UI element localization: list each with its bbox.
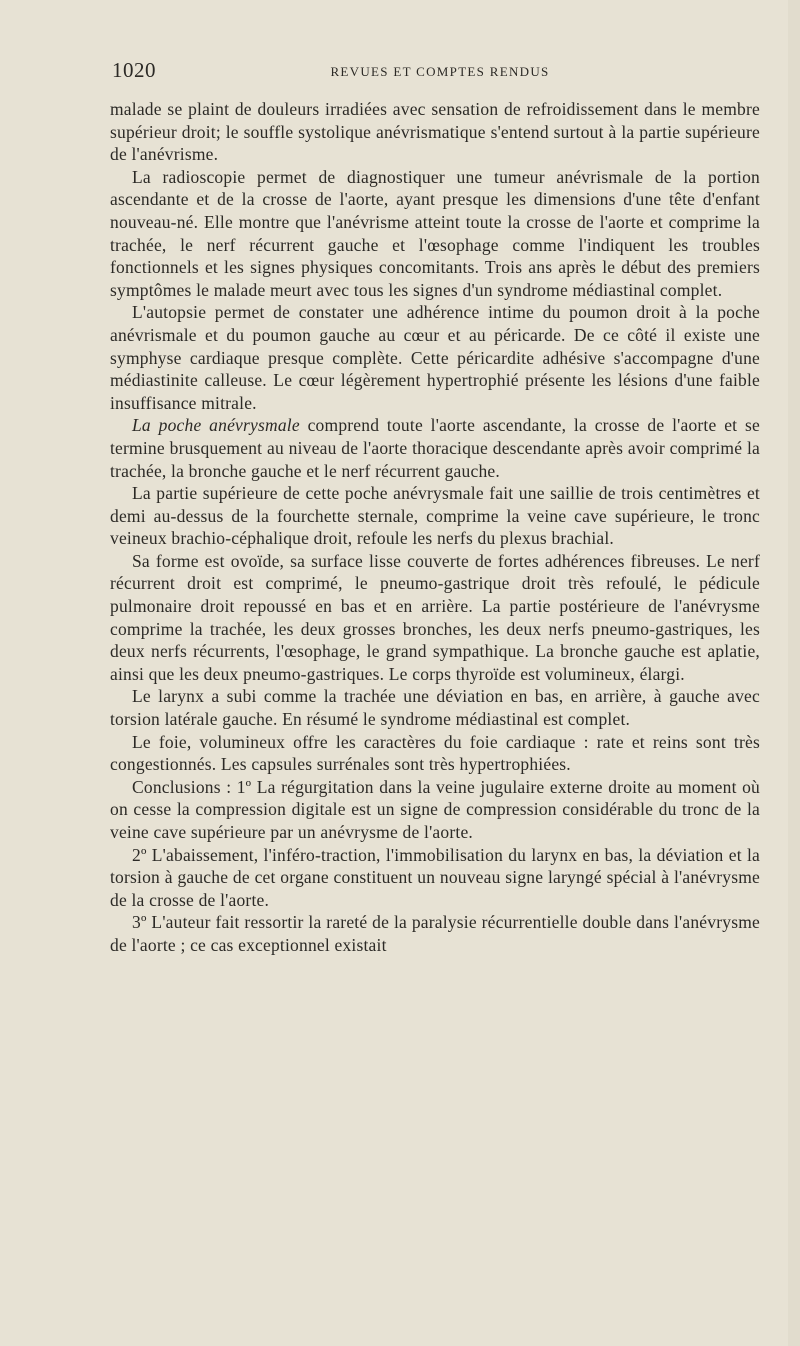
paragraph: Sa forme est ovoïde, sa surface lisse couverte de fortes adhérences fibreuses. Le nerf récurrent droit est comprimé, le pneumo-gastrique droit très refoulé, le pédicule pulmonaire droit repoussé en bas et en arrière. La partie postérieure de l'anévrysme comprime la trachée, les deux grosses bronches, les deux nerfs pneumo-gastriques, les deux nerfs récurrents, l'œsophage, le grand sympathique. La bronche gauche est aplatie, ainsi que les deux pneumo-gastriques. Le corps thyroïde est volumineux, élargi. xyxy=(110,550,760,684)
paragraph: Conclusions : 1º La régurgitation dans la veine jugulaire externe droite au moment où on cesse la compression digitale est un signe de compression considérable du tronc de la veine cave supérieure par un anévrysme de l'aorte. xyxy=(110,776,760,842)
paragraph: L'autopsie permet de constater une adhérence intime du poumon droit à la poche anévrismale et du poumon gauche au cœur et au péricarde. De ce côté il existe une symphyse cardiaque presque complète. Cette péricardite adhésive s'accompagne d'une médiastinite calleuse. Le cœur légèrement hypertrophié présente les lésions d'une faible insuffisance mitrale. xyxy=(110,302,760,413)
paragraph: Le foie, volumineux offre les caractères du foie cardiaque : rate et reins sont très congestionnés. Les capsules surrénales sont très hypertrophiées. xyxy=(110,731,760,775)
page-header xyxy=(110,58,760,90)
paragraph: 3º L'auteur fait ressortir la rareté de la paralysie récurrentielle double dans l'anévrysme de l'aorte ; ce cas exceptionnel existait xyxy=(110,912,760,955)
paragraph xyxy=(110,414,760,482)
page-edge xyxy=(788,0,800,1346)
paragraph: Le larynx a subi comme la trachée une déviation en bas, en arrière, à gauche avec torsion latérale gauche. En résumé le syndrome médiastinal est complet. xyxy=(110,686,760,730)
page-number: 1020 xyxy=(112,58,156,82)
paragraph: La radioscopie permet de diagnostiquer une tumeur anévrismale de la portion ascendante et de la crosse de l'aorte, ayant presque les dimensions d'une tête d'enfant nouveau-né. Elle montre que l'anévrisme atteint toute la crosse de l'aorte et comprime la trachée, le nerf récurrent gauche et l'œsophage comme l'indiquent les troubles fonctionnels et les signes physiques concomitants. Trois ans après le début des premiers symptômes le malade meurt avec tous les signes d'un syndrome médiastinal complet. xyxy=(110,166,760,300)
paragraph: La partie supérieure de cette poche anévrysmale fait une saillie de trois centimètres et demi au-dessus de la fourchette sternale, comprime la veine cave supérieure, le tronc veineux brachio-céphalique droit, refoule les nerfs du plexus brachial. xyxy=(110,483,760,549)
running-title: REVUES ET COMPTES RENDUS xyxy=(330,64,550,79)
paragraph: malade se plaint de douleurs irradiées avec sensation de refroidissement dans le membre supérieur droit; le souffle systolique anévrismatique s'entend surtout à la partie supérieure de l'anévrisme. xyxy=(110,99,760,165)
italic-lead: La poche anévrysmale xyxy=(132,415,300,436)
paragraph: 2º L'abaissement, l'inféro-traction, l'immobilisation du larynx en bas, la déviation et la torsion à gauche de cet organe constituent un nouveau signe laryngé spécial à l'anévrysme de la crosse de l'aorte. xyxy=(110,844,760,910)
body-text xyxy=(110,98,760,957)
paragraph-rest: comprend toute l'aorte ascendante, la crosse de l'aorte et se termine brusquement au niveau de l'aorte thoracique descendante après avoir comprimé la trachée, la bronche gauche et le nerf récurrent gauche. xyxy=(110,415,760,481)
